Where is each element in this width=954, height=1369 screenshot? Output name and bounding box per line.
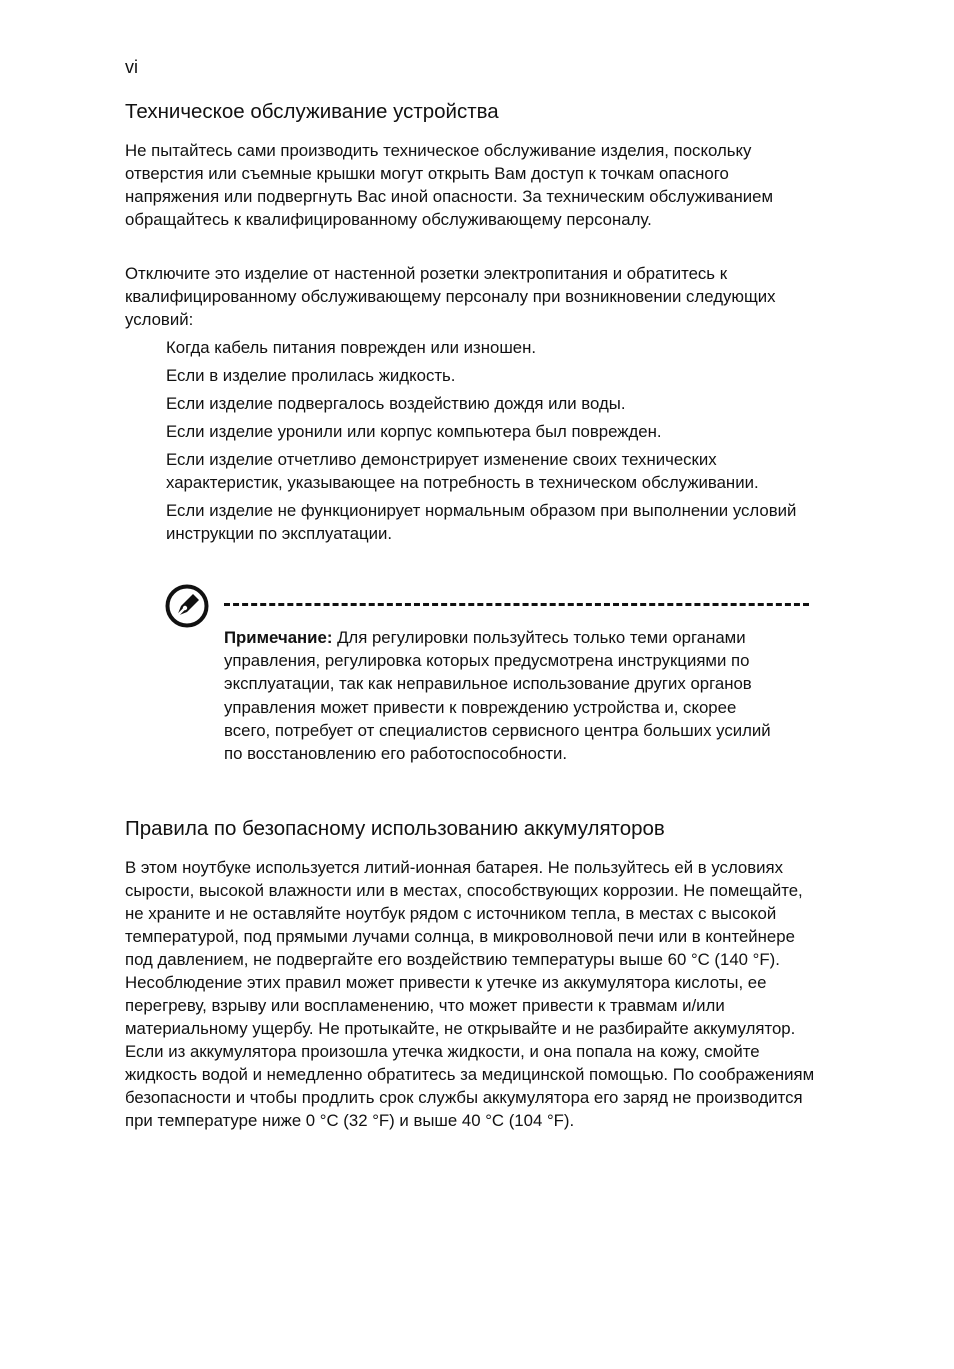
list-item: Если изделие отчетливо демонстрирует изменение своих технических характеристик, указывающее на потребность в техническом обслуживании. — [166, 450, 759, 492]
battery-paragraph: В этом ноутбуке используется литий-ионная батарея. Не пользуйтесь ей в условиях сырости, высокой влажности или в местах, способствующих коррозии. Не помещайте, не храните и не оставляйте ноутбук рядом с источником тепла, в местах с высокой температурой, под прямыми лучами солнца, в микроволновой печи или в контейнере под давлением, не подвергайте его воздействию температуры выше 60 °C (140 °F). Несоблюдение этих правил может привести к утечке из аккумулятора кислоты, ее перегреву, взрыву или воспламенению, что может привести к травмам и/или материальному ущербу. Не протыкайте, не открывайте и не разбирайте аккумулятор. Если из аккумулятора произошла утечка жидкости, и она попала на кожу, смойте жидкость водой и немедленно обратитесь за медицинской помощью. По соображениям безопасности и чтобы продлить срок службы аккумулятора его заряд не производится при температуре ниже 0 °C (32 °F) и выше 40 °C (104 °F). — [125, 858, 815, 1130]
section-title-battery: Правила по безопасному использованию аккумуляторов — [125, 817, 665, 840]
list-item: Если в изделие пролилась жидкость. — [166, 366, 456, 385]
maintenance-paragraph: Не пытайтесь сами производить техническое обслуживание изделия, поскольку отверстия или съемные крышки могут открыть Вам доступ к точкам опасного напряжения или подвергнуть Вас иной опасности. За техническим обслуживанием обращайтесь к квалифицированному обслуживающему персоналу. — [125, 141, 773, 229]
list-item: Если изделие уронили или корпус компьютера был поврежден. — [166, 422, 662, 441]
list-item: Если изделие подвергалось воздействию дождя или воды. — [166, 394, 626, 413]
unplug-paragraph: Отключите это изделие от настенной розетки электропитания и обратитесь к квалифицированному обслуживающему персоналу при возникновении следующих условий: — [125, 264, 776, 329]
section-title-maintenance: Техническое обслуживание устройства — [125, 100, 499, 123]
note-pen-icon — [163, 582, 211, 630]
note-divider — [224, 603, 809, 606]
list-item: Если изделие не функционирует нормальным образом при выполнении условий инструкции по эксплуатации. — [166, 501, 797, 543]
page-number: vi — [125, 57, 138, 77]
note-text — [224, 626, 784, 765]
conditions-list — [166, 336, 806, 550]
list-item: Когда кабель питания поврежден или изношен. — [166, 338, 537, 357]
note-label: Примечание: — [224, 628, 333, 647]
note-body: Для регулировки пользуйтесь только теми органами управления, регулировка которых предусмотрена инструкциями по эксплуатации, так как неправильное использование других органов управления может привести к повреждению устройства и, скорее всего, потребует от специалистов сервисного центра больших усилий по восстановлению его работоспособности. — [224, 628, 771, 764]
